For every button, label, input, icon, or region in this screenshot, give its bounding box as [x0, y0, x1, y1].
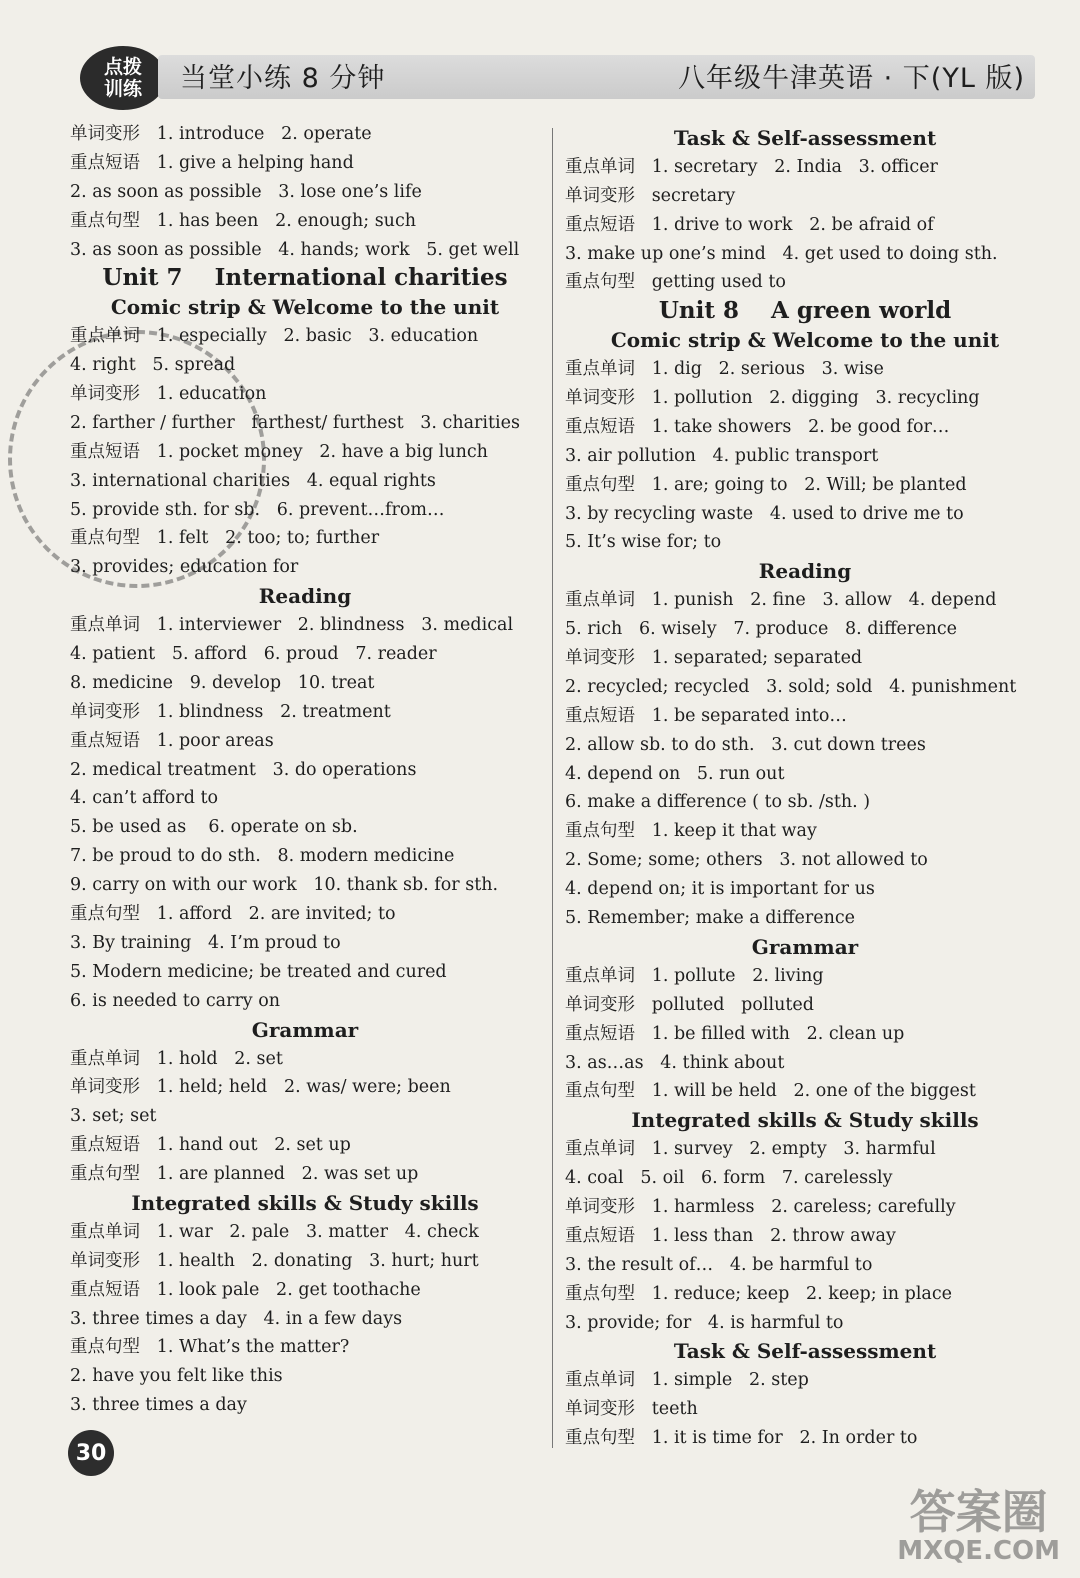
- answer-line: 3. three times a day 4. in a few days: [70, 1308, 403, 1329]
- section-heading: Integrated skills & Study skills: [131, 1190, 479, 1215]
- answer-line: 重点短语 1. pocket money 2. have a big lunch: [70, 441, 488, 462]
- answer-line: 重点单词 1. secretary 2. India 3. officer: [565, 156, 938, 177]
- watermark-logo-text: 答案圈: [909, 1485, 1048, 1539]
- answer-line: 重点句型 1. are; going to 2. Will; be planted: [565, 474, 967, 495]
- answer-line: 3. provides; education for: [70, 557, 299, 578]
- answer-line: 重点单词 1. simple 2. step: [565, 1370, 809, 1391]
- page-header: [80, 40, 1035, 104]
- answer-line: 重点句型 1. What’s the matter?: [70, 1337, 350, 1358]
- answer-line: 3. provide; for 4. is harmful to: [565, 1312, 844, 1333]
- answer-line: 重点句型 1. felt 2. too; to; further: [70, 528, 380, 549]
- answer-line: 2. medical treatment 3. do operations: [70, 759, 417, 780]
- answer-line: 单词变形 1. separated; separated: [565, 648, 863, 669]
- column-divider: [552, 128, 553, 1448]
- badge-line-2: 训练: [103, 78, 142, 100]
- answer-line: 3. make up one’s mind 4. get used to doing sth.: [565, 243, 998, 264]
- answer-line: 重点单词 1. war 2. pale 3. matter 4. check: [70, 1221, 479, 1242]
- answer-line: 5. rich 6. wisely 7. produce 8. difference: [565, 619, 958, 640]
- answer-line: 3. three times a day: [70, 1395, 247, 1416]
- answer-line: 3. by recycling waste 4. used to drive me to: [565, 503, 964, 524]
- section-heading: Comic strip & Welcome to the unit: [110, 295, 500, 320]
- answer-line: 单词变形 1. blindness 2. treatment: [70, 701, 391, 722]
- section-heading: Reading: [758, 559, 852, 584]
- answer-line: 4. can’t afford to: [70, 788, 219, 809]
- answer-line: 重点单词 1. punish 2. fine 3. allow 4. depend: [565, 590, 997, 611]
- section-heading: Grammar: [251, 1017, 359, 1042]
- answer-line: 重点句型 1. are planned 2. was set up: [70, 1164, 419, 1185]
- answer-line: 重点短语 1. poor areas: [70, 730, 274, 751]
- answer-line: 重点短语 1. take showers 2. be good for…: [565, 416, 950, 437]
- answer-line: 2. have you felt like this: [70, 1366, 283, 1387]
- answer-line: 重点短语 1. drive to work 2. be afraid of: [565, 214, 934, 235]
- answer-line: 单词变形 secretary: [565, 185, 736, 206]
- answer-line: 4. depend on 5. run out: [565, 763, 785, 784]
- answer-line: 5. It’s wise for; to: [565, 532, 722, 553]
- answer-line: 2. Some; some; others 3. not allowed to: [565, 850, 928, 871]
- left-answer-column: [70, 120, 540, 1420]
- answer-line: 7. be proud to do sth. 8. modern medicine: [70, 846, 455, 867]
- answer-line: 9. carry on with our work 10. thank sb. for sth.: [70, 875, 499, 896]
- answer-line: 重点句型 1. it is time for 2. In order to: [565, 1428, 918, 1449]
- section-heading: Task & Self-assessment: [673, 126, 937, 150]
- answer-line: 5. provide sth. for sb. 6. prevent…from…: [70, 499, 445, 520]
- answer-line: 6. make a difference ( to sb. /sth. ): [565, 792, 871, 813]
- answer-line: 4. depend on; it is important for us: [565, 879, 875, 900]
- section-heading: Integrated skills & Study skills: [631, 1108, 979, 1133]
- answer-line: 重点短语 1. look pale 2. get toothache: [70, 1279, 421, 1300]
- answer-line: 重点单词 1. pollute 2. living: [565, 965, 824, 986]
- answer-line: 重点句型 1. reduce; keep 2. keep; in place: [565, 1283, 953, 1304]
- answer-line: 6. is needed to carry on: [70, 990, 281, 1011]
- right-answer-column: [565, 124, 1045, 1453]
- answer-line: 重点单词 1. interviewer 2. blindness 3. medical: [70, 615, 514, 636]
- answer-line: 重点单词 1. survey 2. empty 3. harmful: [565, 1139, 936, 1160]
- answer-line: 重点句型 getting used to: [565, 272, 786, 293]
- answer-line: 重点短语 1. give a helping hand: [70, 152, 354, 173]
- answer-line: 3. international charities 4. equal rights: [70, 470, 436, 491]
- answer-line: 重点短语 1. be filled with 2. clean up: [565, 1023, 905, 1044]
- answer-line: 单词变形 1. education: [70, 384, 267, 405]
- answer-line: 4. right 5. spread: [70, 355, 236, 376]
- answer-line: 2. allow sb. to do sth. 3. cut down trees: [565, 734, 926, 755]
- section-heading: Task & Self-assessment: [673, 1339, 937, 1364]
- header-title: 当堂小练 8 分钟: [180, 63, 386, 94]
- answer-line: 3. the result of… 4. be harmful to: [565, 1254, 873, 1275]
- answer-line: 重点短语 1. hand out 2. set up: [70, 1135, 351, 1156]
- answer-line: 重点单词 1. especially 2. basic 3. education: [70, 326, 479, 347]
- badge-line-1: 点拨: [103, 56, 142, 78]
- answer-line: 重点句型 1. keep it that way: [565, 821, 817, 842]
- answer-line: 4. coal 5. oil 6. form 7. carelessly: [565, 1168, 893, 1189]
- page-number: 30: [68, 1430, 114, 1476]
- answer-line: 重点句型 1. has been 2. enough; such: [70, 210, 417, 231]
- answer-line: 2. farther / further farthest/ furthest 3. charities: [70, 412, 520, 433]
- answer-line: 3. By training 4. I’m proud to: [70, 932, 341, 953]
- answer-line: 单词变形 polluted polluted: [565, 994, 814, 1015]
- answer-line: 3. as…as 4. think about: [565, 1052, 785, 1073]
- section-heading: Reading: [258, 584, 352, 609]
- answer-line: 2. recycled; recycled 3. sold; sold 4. punishment: [565, 676, 1017, 697]
- answer-line: 5. be used as 6. operate on sb.: [70, 817, 358, 838]
- series-badge: [80, 46, 166, 110]
- answer-line: 3. set; set: [70, 1106, 157, 1127]
- answer-line: 8. medicine 9. develop 10. treat: [70, 672, 375, 693]
- unit-heading: Unit 8 A green world: [658, 297, 952, 325]
- answer-line: 5. Remember; make a difference: [565, 908, 856, 929]
- unit-heading: Unit 7 International charities: [102, 264, 508, 292]
- section-heading: Grammar: [751, 934, 859, 959]
- header-subtitle: 八年级牛津英语 · 下(YL 版): [678, 63, 1025, 94]
- answer-line: 重点短语 1. be separated into…: [565, 705, 847, 726]
- watermark-url: MXQE.COM: [897, 1536, 1060, 1566]
- answer-line: 2. as soon as possible 3. lose one’s life: [70, 181, 422, 202]
- answer-line: 单词变形 1. held; held 2. was/ were; been: [70, 1077, 451, 1098]
- answer-line: 单词变形 1. pollution 2. digging 3. recycling: [565, 388, 980, 409]
- answer-line: 3. air pollution 4. public transport: [565, 445, 879, 466]
- answer-line: 单词变形 teeth: [565, 1399, 698, 1420]
- answer-line: 重点句型 1. afford 2. are invited; to: [70, 904, 396, 925]
- answer-line: 5. Modern medicine; be treated and cured: [70, 961, 447, 982]
- section-heading: Comic strip & Welcome to the unit: [610, 328, 1000, 353]
- answer-line: 重点单词 1. dig 2. serious 3. wise: [565, 359, 884, 380]
- site-watermark: [897, 1485, 1060, 1566]
- answer-line: 4. patient 5. afford 6. proud 7. reader: [70, 644, 437, 665]
- answer-line: 单词变形 1. introduce 2. operate: [70, 124, 372, 144]
- answer-line: 单词变形 1. health 2. donating 3. hurt; hurt: [70, 1250, 479, 1271]
- answer-line: 重点句型 1. will be held 2. one of the biggest: [565, 1081, 976, 1102]
- answer-line: 重点单词 1. hold 2. set: [70, 1048, 283, 1069]
- answer-line: 单词变形 1. harmless 2. careless; carefully: [565, 1196, 956, 1217]
- answer-line: 重点短语 1. less than 2. throw away: [565, 1225, 896, 1246]
- answer-line: 3. as soon as possible 4. hands; work 5. get well: [70, 239, 520, 260]
